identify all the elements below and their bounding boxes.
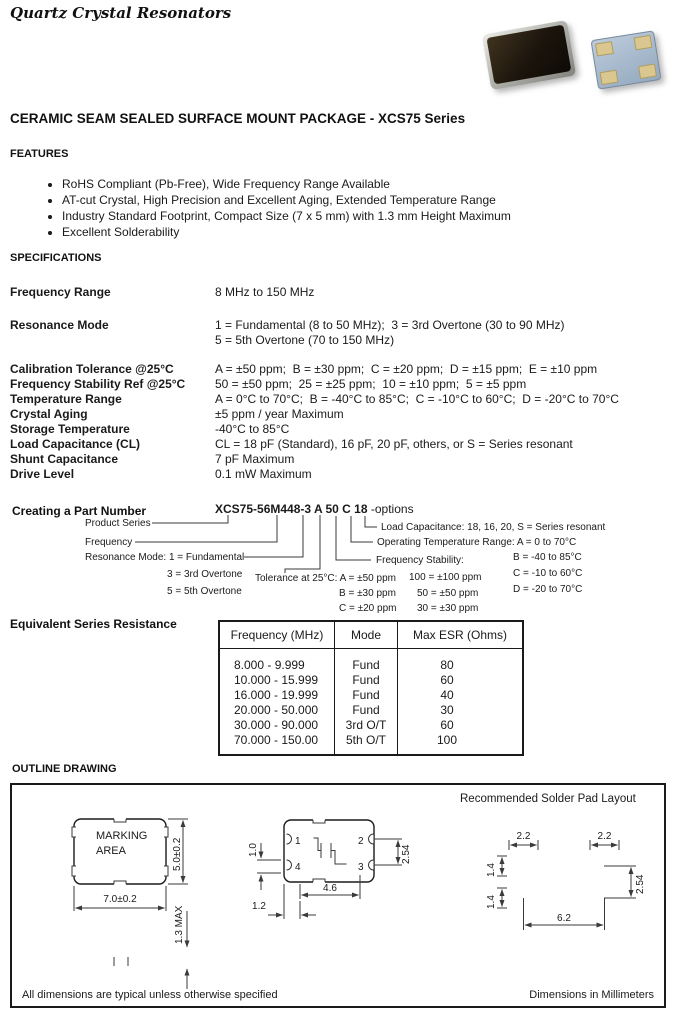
table-cell: 30 bbox=[440, 703, 454, 717]
pn-label-frequency-stability: Frequency Stability: bbox=[376, 555, 464, 566]
esr-heading: Equivalent Series Resistance bbox=[10, 617, 177, 631]
svg-text:1.4: 1.4 bbox=[486, 863, 497, 877]
table-cell: 60 bbox=[440, 718, 454, 732]
table-cell: 10.000 - 15.999 bbox=[234, 673, 319, 687]
pin-1-label: 1 bbox=[295, 836, 301, 847]
features-heading: FEATURES bbox=[10, 148, 69, 160]
dim-land-pitch-horizontal bbox=[524, 898, 605, 930]
spec-value: 8 MHz to 150 MHz bbox=[215, 285, 315, 299]
table-cell: 8.000 - 9.999 bbox=[234, 658, 305, 672]
feature-item: • Industry Standard Footprint, Compact Size (7 x 5 mm) with 1.3 mm Height Maximum bbox=[62, 208, 511, 224]
dim-land-width-left bbox=[509, 831, 538, 850]
page-title: CERAMIC SEAM SEALED SURFACE MOUNT PACKAGE - XCS75 Series bbox=[10, 111, 466, 126]
table-cell: 30.000 - 90.000 bbox=[234, 718, 319, 732]
svg-text:2.54: 2.54 bbox=[401, 844, 412, 864]
svg-text:2.2: 2.2 bbox=[597, 831, 612, 842]
pn-label-operating-temp-c: C = -10 to 60°C bbox=[513, 568, 583, 579]
esr-col-mode bbox=[335, 622, 398, 754]
spec-label: Resonance Mode bbox=[10, 318, 109, 332]
features-list bbox=[44, 176, 511, 240]
spec-row-resonance-mode bbox=[10, 318, 670, 348]
feature-item: • Excellent Solderability bbox=[62, 224, 511, 240]
svg-text:4.6: 4.6 bbox=[323, 883, 337, 894]
spec-value: 1 = Fundamental (8 to 50 MHz); 3 = 3rd Overtone (30 to 90 MHz) 5 = 5th Overtone (70 to 150 MHz) bbox=[215, 318, 565, 347]
pin-2-label: 2 bbox=[358, 836, 364, 847]
spec-row-load-capacitance: Load Capacitance (CL) CL = 18 pF (Standard), 16 pF, 20 pF, others, or S = Series resonant bbox=[10, 437, 573, 451]
product-photo-dark-package bbox=[482, 20, 576, 90]
esr-col-max-esr bbox=[398, 622, 522, 754]
crystal-symbol bbox=[314, 838, 347, 864]
table-cell: 3rd O/T bbox=[345, 718, 387, 732]
pin-3-label: 3 bbox=[358, 862, 364, 873]
pn-label-tolerance-b: B = ±30 ppm bbox=[339, 588, 396, 599]
dim-land-width-right bbox=[590, 831, 619, 850]
dim-body-thickness bbox=[174, 905, 187, 989]
dim-body-width bbox=[74, 886, 166, 911]
spec-row-shunt-capacitance: Shunt Capacitance 7 pF Maximum bbox=[10, 452, 295, 466]
outline-note-right: Dimensions in Millimeters bbox=[529, 989, 654, 1001]
part-number-heading: Creating a Part Number bbox=[12, 504, 147, 518]
dim-body-height bbox=[168, 819, 188, 884]
pn-label-resonance-3rd: 3 = 3rd Overtone bbox=[167, 569, 243, 580]
package-top-view bbox=[70, 816, 170, 887]
pin-4-label: 4 bbox=[295, 862, 301, 873]
pn-label-operating-temp-d: D = -20 to 70°C bbox=[513, 584, 583, 595]
package-side-view bbox=[76, 950, 164, 966]
marking-area-line2: AREA bbox=[96, 845, 126, 857]
pn-label-resonance-5th: 5 = 5th Overtone bbox=[167, 586, 242, 597]
spec-row-frequency-stability: Frequency Stability Ref @25°C 50 = ±50 ppm; 25 = ±25 ppm; 10 = ±10 ppm; 5 = ±5 ppm bbox=[10, 377, 527, 391]
esr-col-header: Mode bbox=[335, 622, 397, 649]
table-cell: 70.000 - 150.00 bbox=[234, 733, 319, 747]
spec-block bbox=[10, 362, 670, 482]
pn-label-tolerance: Tolerance at 25°C: A = ±50 ppm bbox=[255, 573, 396, 584]
photo-pad-tl bbox=[595, 41, 614, 56]
esr-col-cells bbox=[335, 649, 397, 748]
product-photo-blue-package bbox=[590, 30, 661, 89]
spec-row-frequency-range bbox=[10, 285, 670, 300]
pn-label-stability-30: 30 = ±30 ppm bbox=[417, 603, 479, 614]
spec-row-storage-temperature: Storage Temperature -40°C to 85°C bbox=[10, 422, 290, 436]
dim-land-height-bottom bbox=[486, 888, 507, 909]
photo-pad-br bbox=[638, 64, 657, 79]
product-photo-dark-lid bbox=[486, 25, 571, 85]
svg-text:1.0: 1.0 bbox=[248, 843, 259, 857]
esr-table bbox=[218, 620, 524, 756]
pn-label-load-capacitance: Load Capacitance: 18, 16, 20, S = Series resonant bbox=[381, 522, 606, 533]
pn-label-resonance-mode: Resonance Mode: 1 = Fundamental bbox=[85, 552, 245, 563]
outline-drawing bbox=[10, 783, 666, 1009]
pn-label-stability-100: 100 = ±100 ppm bbox=[409, 572, 482, 583]
solder-pad-layout-title: Recommended Solder Pad Layout bbox=[460, 793, 636, 805]
part-number-code: XCS75-56M448-3 A 50 C 18 -options bbox=[215, 502, 414, 516]
spec-label: Frequency Range bbox=[10, 285, 111, 299]
pn-label-product-series: Product Series bbox=[85, 518, 151, 529]
svg-text:2.2: 2.2 bbox=[516, 831, 531, 842]
svg-text:1.2: 1.2 bbox=[252, 901, 266, 912]
table-cell: 16.000 - 19.999 bbox=[234, 688, 319, 702]
feature-item: • RoHS Compliant (Pb-Free), Wide Frequency Range Available bbox=[62, 176, 511, 192]
photo-pad-tr bbox=[634, 35, 653, 50]
dim-pad-span bbox=[300, 875, 360, 899]
svg-text:2.54: 2.54 bbox=[635, 874, 646, 894]
table-cell: Fund bbox=[352, 673, 380, 687]
pn-label-operating-temp-b: B = -40 to 85°C bbox=[513, 552, 582, 563]
outline-heading: OUTLINE DRAWING bbox=[12, 763, 117, 775]
table-cell: 100 bbox=[436, 733, 458, 747]
table-cell: Fund bbox=[352, 688, 380, 702]
esr-col-header: Frequency (MHz) bbox=[220, 622, 334, 649]
table-cell: 60 bbox=[440, 673, 454, 687]
spec-row-calibration-tolerance: Calibration Tolerance @25°C A = ±50 ppm; B = ±30 ppm; C = ±20 ppm; D = ±15 ppm; E = ±10 ppm bbox=[10, 362, 598, 376]
specifications-heading: SPECIFICATIONS bbox=[10, 252, 102, 264]
photo-pad-bl bbox=[600, 70, 619, 85]
dim-pad-offset bbox=[248, 843, 281, 890]
marking-area-line1: MARKING bbox=[96, 830, 148, 842]
spec-row-crystal-aging: Crystal Aging ±5 ppm / year Maximum bbox=[10, 407, 344, 421]
esr-col-cells bbox=[398, 649, 522, 748]
table-cell: Fund bbox=[352, 658, 380, 672]
brand-title: Quartz Crystal Resonators bbox=[10, 4, 232, 22]
table-cell: Fund bbox=[352, 703, 380, 717]
dim-pad-pitch-vertical bbox=[374, 839, 412, 865]
table-cell: 40 bbox=[440, 688, 454, 702]
outline-note-left: All dimensions are typical unless otherwise specified bbox=[22, 989, 278, 1001]
table-cell: 20.000 - 50.000 bbox=[234, 703, 319, 717]
esr-col-cells bbox=[220, 649, 334, 748]
table-cell: 80 bbox=[440, 658, 454, 672]
pn-label-stability-50: 50 = ±50 ppm bbox=[417, 588, 479, 599]
svg-text:6.2: 6.2 bbox=[557, 913, 571, 924]
solder-pad-layout bbox=[486, 831, 646, 930]
dim-pad-edge bbox=[252, 884, 316, 919]
table-cell: 5th O/T bbox=[345, 733, 386, 747]
spec-row-temperature-range: Temperature Range A = 0°C to 70°C; B = -40°C to 85°C; C = -10°C to 60°C; D = -20°C to 70°C bbox=[10, 392, 619, 406]
svg-text:5.0±0.2: 5.0±0.2 bbox=[172, 837, 183, 871]
esr-col-header: Max ESR (Ohms) bbox=[398, 622, 522, 649]
spec-row-drive-level: Drive Level 0.1 mW Maximum bbox=[10, 467, 312, 481]
svg-text:1.3 MAX: 1.3 MAX bbox=[174, 905, 185, 944]
feature-item: • AT-cut Crystal, High Precision and Excellent Aging, Extended Temperature Range bbox=[62, 192, 511, 208]
land-pad-tl bbox=[509, 856, 538, 876]
pn-label-operating-temp: Operating Temperature Range: A = 0 to 70°C bbox=[377, 537, 577, 548]
package-bottom-view bbox=[284, 817, 374, 885]
pn-label-frequency: Frequency bbox=[85, 537, 133, 548]
part-number-diagram bbox=[0, 500, 676, 616]
svg-text:7.0±0.2: 7.0±0.2 bbox=[103, 894, 137, 905]
svg-text:1.4: 1.4 bbox=[486, 895, 497, 909]
part-number-options-suffix: -options bbox=[370, 502, 414, 516]
pn-label-tolerance-c: C = ±20 ppm bbox=[339, 603, 397, 614]
esr-col-frequency bbox=[220, 622, 335, 754]
dim-land-height-top bbox=[486, 856, 507, 877]
dim-land-pitch-vertical bbox=[604, 866, 646, 898]
